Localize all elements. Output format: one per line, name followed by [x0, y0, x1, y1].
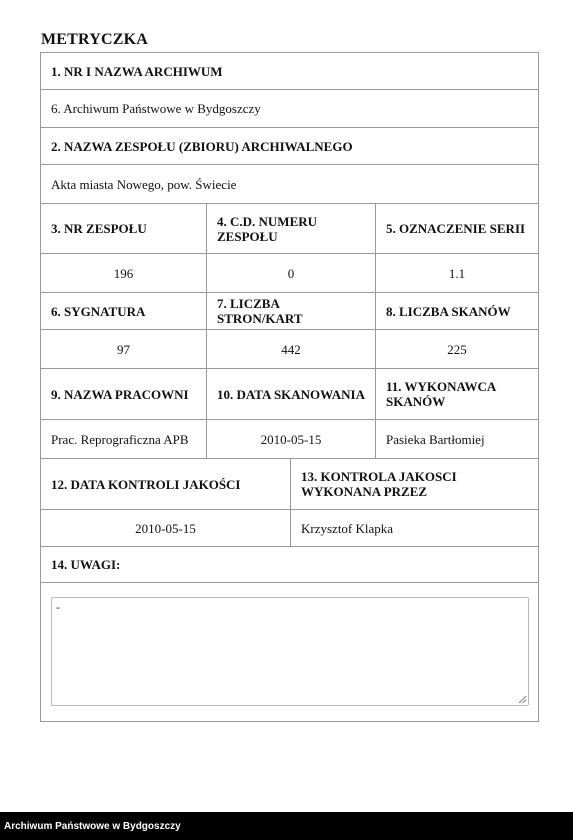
fonds-no-label: 3. NR ZESPOŁU	[51, 221, 147, 236]
row-qc-values	[41, 510, 538, 547]
notes-section	[41, 583, 538, 721]
scan-date-value: 2010-05-15	[206, 420, 375, 458]
scans-label: 8. LICZBA SKANÓW	[375, 293, 538, 329]
archive-value: 6. Archiwum Państwowe w Bydgoszczy	[51, 101, 261, 116]
row-scan-header	[41, 369, 538, 420]
cd-label: 4. C.D. NUMERU ZESPOŁU	[206, 204, 375, 253]
workshop-value: Prac. Reprograficzna APB	[51, 431, 189, 447]
page-title: METRYCZKA	[41, 31, 149, 48]
row-ids-values	[41, 254, 538, 293]
scans-value: 225	[375, 330, 538, 368]
row-fonds-value	[41, 165, 538, 204]
footer-bar: Archiwum Państwowe w Bydgoszczy	[0, 812, 573, 840]
qc-date-value: 2010-05-15	[135, 520, 196, 536]
metadata-form	[40, 52, 539, 722]
fonds-no-value: 196	[113, 265, 134, 281]
scanner-label: 11. WYKONAWCA SKANÓW	[375, 369, 538, 419]
qc-date-label: 12. DATA KONTROLI JAKOŚCI	[51, 476, 241, 492]
pages-value: 442	[206, 330, 375, 368]
row-qc-header	[41, 459, 538, 510]
scanner-value: Pasieka Bartłomiej	[375, 420, 538, 458]
pages-label: 7. LICZBA STRON/KART	[206, 293, 375, 329]
row-counts-values	[41, 330, 538, 369]
qc-by-value: Krzysztof Klapka	[290, 510, 538, 546]
row-archive-value	[41, 90, 538, 128]
fonds-value: Akta miasta Nowego, pow. Świecie	[51, 176, 237, 192]
row-fonds-header	[41, 128, 538, 165]
row-notes-header	[41, 547, 538, 583]
notes-label: 14. UWAGI:	[51, 557, 121, 572]
signature-value: 97	[117, 341, 130, 357]
series-value: 1.1	[375, 254, 538, 292]
series-label: 5. OZNACZENIE SERII	[375, 204, 538, 253]
row-archive-header	[41, 53, 538, 90]
resize-handle-icon[interactable]	[519, 696, 526, 703]
signature-label: 6. SYGNATURA	[51, 303, 146, 319]
archive-label: 1. NR I NAZWA ARCHIWUM	[51, 63, 223, 79]
workshop-label: 9. NAZWA PRACOWNI	[51, 386, 189, 402]
notes-value: -	[56, 600, 60, 614]
row-ids-header	[41, 204, 538, 254]
row-counts-header	[41, 293, 538, 330]
fonds-label: 2. NAZWA ZESPOŁU (ZBIORU) ARCHIWALNEGO	[51, 138, 353, 154]
scan-date-label: 10. DATA SKANOWANIA	[206, 369, 375, 419]
cd-value: 0	[206, 254, 375, 292]
qc-by-label: 13. KONTROLA JAKOSCI WYKONANA PRZEZ	[290, 459, 538, 509]
row-scan-values	[41, 420, 538, 459]
notes-textarea[interactable]	[51, 597, 529, 706]
